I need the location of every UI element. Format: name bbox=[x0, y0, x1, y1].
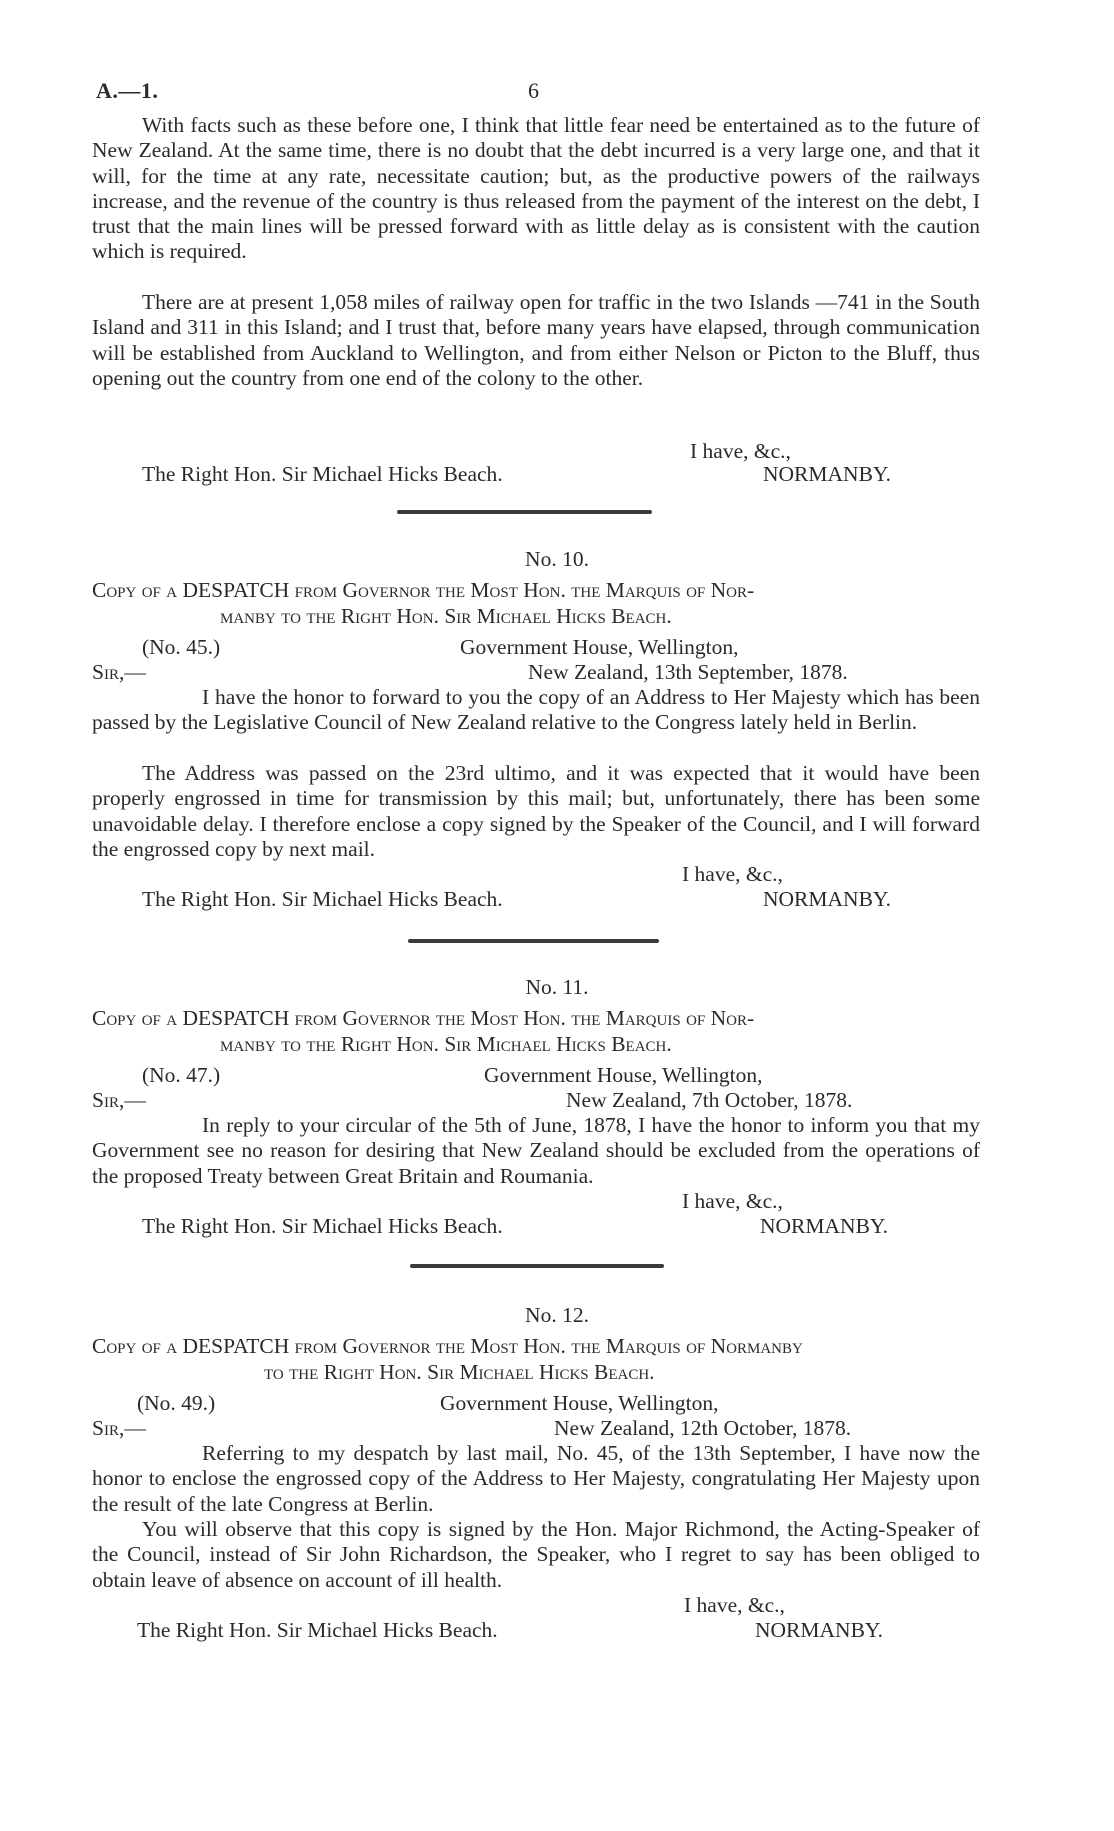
page-number: 6 bbox=[528, 78, 539, 103]
despatch-ref: (No. 49.) bbox=[137, 1391, 216, 1415]
despatch-number: No. 10. bbox=[525, 547, 589, 571]
despatch-salutation: Sir,— bbox=[92, 1416, 146, 1440]
despatch-salutation: Sir,— bbox=[92, 1088, 146, 1112]
intro-paragraph-1: With facts such as these before one, I think that little fear need be entertained as to the future of New Zealand. At the same time, there is no doubt that the debt incurred is a very large one, and that it will, for the time at any rate, necessitate caution; but, as the productive powers of the railways increase, and the revenue of the country is thus released from the payment of the interest on the debt, I trust that the main lines will be pressed forward with as little delay as is consistent with the caution which is required. bbox=[92, 113, 980, 264]
despatch-paragraph-1: Referring to my despatch by last mail, No. 45, of the 13th September, I have now the honor to enclose the engrossed copy of the Address to Her Majesty, congratulating Her Majesty upon the result of the late Congress at Berlin. bbox=[92, 1441, 980, 1516]
despatch-paragraph-2: You will observe that this copy is signed by the Hon. Major Richmond, the Acting-Speaker of the Council, instead of Sir John Richardson, the Speaker, who I regret to say has been obliged to obtain leave of absence on account of ill health. bbox=[92, 1517, 980, 1592]
despatch-place: Government House, Wellington, bbox=[484, 1063, 763, 1087]
despatch-date: New Zealand, 13th September, 1878. bbox=[528, 660, 848, 684]
despatch-number: No. 12. bbox=[525, 1303, 589, 1327]
despatch-heading bbox=[92, 1006, 980, 1057]
section-divider bbox=[410, 1264, 664, 1268]
despatch-addressee: The Right Hon. Sir Michael Hicks Beach. bbox=[142, 887, 503, 911]
despatch-closing: I have, &c., bbox=[682, 1189, 783, 1213]
intro-addressee: The Right Hon. Sir Michael Hicks Beach. bbox=[142, 462, 503, 486]
despatch-date: New Zealand, 12th October, 1878. bbox=[554, 1416, 852, 1440]
despatch-place: Government House, Wellington, bbox=[440, 1391, 719, 1415]
despatch-heading-line2: to the Right Hon. Sir Michael Hicks Beach. bbox=[264, 1359, 655, 1384]
despatch-signature: NORMANBY. bbox=[763, 887, 892, 911]
despatch-heading-line2: manby to the Right Hon. Sir Michael Hicks Beach. bbox=[220, 1031, 672, 1056]
despatch-signature: NORMANBY. bbox=[760, 1214, 889, 1238]
despatch-heading-line1: Copy of a DESPATCH from Governor the Most Hon. the Marquis of Nor- bbox=[92, 1006, 755, 1030]
despatch-heading-line2: manby to the Right Hon. Sir Michael Hicks Beach. bbox=[220, 603, 672, 628]
intro-closing: I have, &c., bbox=[690, 439, 791, 463]
despatch-heading bbox=[92, 1334, 980, 1385]
despatch-closing: I have, &c., bbox=[682, 862, 783, 886]
despatch-date: New Zealand, 7th October, 1878. bbox=[566, 1088, 853, 1112]
despatch-signature: NORMANBY. bbox=[755, 1618, 884, 1642]
section-divider bbox=[397, 510, 652, 514]
intro-paragraph-2: There are at present 1,058 miles of railway open for traffic in the two Islands —741 in the South Island and 311 in this Island; and I trust that, before many years have elapsed, through communication will be established from Auckland to Wellington, and from either Nelson or Picton to the Bluff, thus opening out the country from one end of the colony to the other. bbox=[92, 290, 980, 390]
despatch-heading-line1: Copy of a DESPATCH from Governor the Most Hon. the Marquis of Nor- bbox=[92, 578, 755, 602]
despatch-paragraph-1: I have the honor to forward to you the copy of an Address to Her Majesty which has been passed by the Legislative Council of New Zealand relative to the Congress lately held in Berlin. bbox=[92, 685, 980, 735]
despatch-addressee: The Right Hon. Sir Michael Hicks Beach. bbox=[142, 1214, 503, 1238]
despatch-heading bbox=[92, 578, 980, 629]
intro-signature: NORMANBY. bbox=[763, 462, 892, 486]
despatch-closing: I have, &c., bbox=[684, 1593, 785, 1617]
section-divider bbox=[408, 939, 659, 943]
despatch-addressee: The Right Hon. Sir Michael Hicks Beach. bbox=[137, 1618, 498, 1642]
despatch-place: Government House, Wellington, bbox=[460, 635, 739, 659]
despatch-salutation: Sir,— bbox=[92, 660, 146, 684]
despatch-paragraph-1: In reply to your circular of the 5th of June, 1878, I have the honor to inform you that my Government see no reason for desiring that New Zealand should be excluded from the operations of the proposed Treaty between Great Britain and Roumania. bbox=[92, 1113, 980, 1188]
despatch-ref: (No. 45.) bbox=[142, 635, 221, 659]
document-reference: A.—1. bbox=[96, 78, 159, 103]
despatch-ref: (No. 47.) bbox=[142, 1063, 221, 1087]
despatch-number: No. 11. bbox=[525, 975, 589, 999]
despatch-heading-line1: Copy of a DESPATCH from Governor the Most Hon. the Marquis of Normanby bbox=[92, 1334, 803, 1358]
despatch-paragraph-2: The Address was passed on the 23rd ultimo, and it was expected that it would have been properly engrossed in time for transmission by this mail; but, unfortunately, there has been some unavoidable delay. I therefore enclose a copy signed by the Speaker of the Council, and I will forward the engrossed copy by next mail. bbox=[92, 761, 980, 861]
